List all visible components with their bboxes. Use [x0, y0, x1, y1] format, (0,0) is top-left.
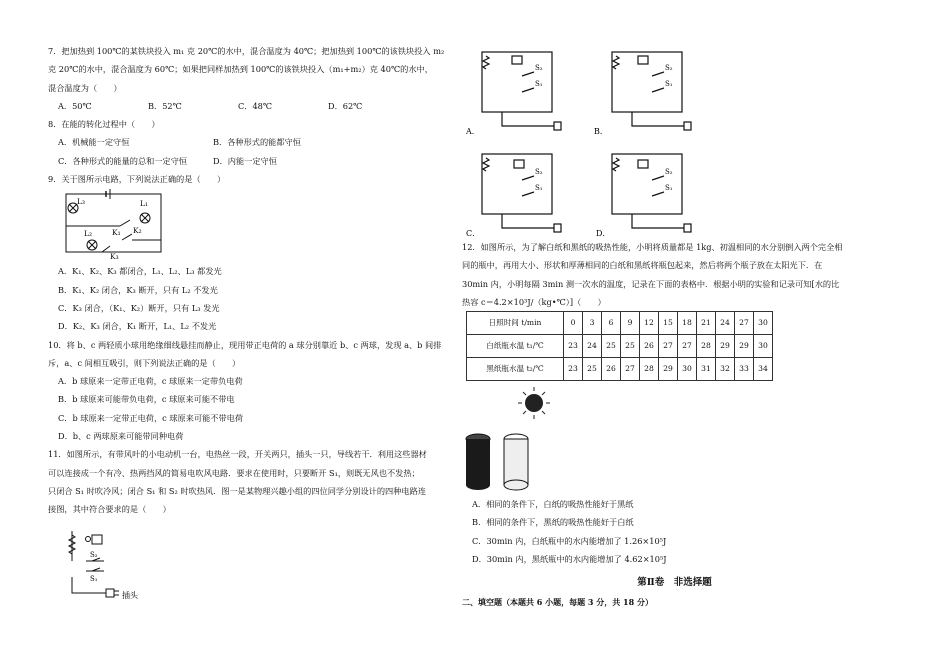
q7-option-d: D．62℃: [328, 100, 363, 111]
table-cell: 3: [583, 312, 602, 335]
table-cell: 9: [621, 312, 640, 335]
q9-option-c: C．K₃ 闭合，（K₁、K₂）断开，只有 L₃ 发光: [58, 302, 220, 313]
q7-stem-line2: 克 20℃的水中，混合温度为 60℃；如果把同样加热到 100℃的该铁块投入（m₁+m₂）克 40℃的水中，: [48, 64, 433, 75]
q10-option-d: D．b、c 两球原来可能带同种电荷: [58, 431, 184, 442]
q7-option-a: A．50℃: [58, 100, 92, 111]
table-cell: 31: [697, 358, 716, 381]
q12-stem-line3: 30min 内，小明每隔 3min 测一次水的温度，记录在下面的表格中．根据小明的实验和记录可知[水的比: [462, 278, 840, 289]
q11-component-figure: [64, 525, 453, 605]
table-cell: 0: [564, 312, 583, 335]
q12-temperature-table: [466, 311, 773, 381]
q11-stem-line1: 11．如图所示，有带风叶的小电动机一台，电热丝一段，开关两只，插头一只，导线若干．利用这些器材: [48, 449, 427, 460]
svg-text:S₁: S₁: [665, 184, 673, 192]
table-cell: 32: [716, 358, 735, 381]
table-cell: 33: [735, 358, 754, 381]
q11-label-plug: 插头: [122, 590, 138, 600]
table-cell: 27: [678, 335, 697, 358]
q11-stem-line2: 可以连接成一个有冷、热两挡风的简易电吹风电路．要求在使用时，只要断开 S₁，则既无风也不发热；: [48, 467, 420, 478]
table-header-time: 日照时间 t/min: [467, 312, 564, 335]
q10-option-c: C．b 球原来一定带正电荷，c 球原来可能不带电荷: [58, 412, 244, 423]
table-cell: 24: [583, 335, 602, 358]
table-cell: 25: [583, 358, 602, 381]
q9-option-b: B．K₁、K₂ 闭合，K₃ 断开，只有 L₂ 不发光: [58, 284, 218, 295]
svg-text:S₁: S₁: [665, 80, 673, 88]
table-cell: 15: [659, 312, 678, 335]
q9-label-k1: K₁: [112, 228, 121, 238]
table-cell: 29: [716, 335, 735, 358]
q12-bottles-figure: [462, 381, 887, 495]
q8-option-d: D．内能一定守恒: [213, 155, 277, 166]
q9-label-l2: L₂: [84, 229, 92, 239]
svg-text:S₁: S₁: [535, 184, 543, 192]
table-row: [467, 335, 773, 358]
q9-label-k2: K₂: [133, 226, 142, 236]
q8-options-row2: [58, 152, 453, 170]
q9-option-d: D．K₂、K₃ 闭合，K₁ 断开，L₁、L₂ 不发光: [58, 321, 217, 332]
table-cell: 30: [754, 312, 773, 335]
table-cell: 21: [697, 312, 716, 335]
right-column: [462, 42, 887, 611]
q7-option-c: C．48℃: [238, 100, 273, 111]
q11-components-diagram: [64, 525, 184, 605]
table-cell: 28: [697, 335, 716, 358]
q7-options: [58, 97, 453, 115]
q9-circuit-diagram: [60, 188, 170, 260]
svg-text:S₁: S₁: [535, 80, 543, 88]
left-column: [48, 42, 453, 605]
q11-four-circuits: [462, 42, 762, 238]
black-paper-bottle: [466, 434, 490, 490]
q9-label-k3: K₃: [110, 252, 119, 261]
table-cell: 27: [659, 335, 678, 358]
sun-icon: [518, 387, 550, 419]
q7-stem-line1: 7．把加热到 100℃的某铁块投入 m₁ 克 20℃的水中，混合温度为 40℃；把加热到 100℃的该铁块投入 m₂: [48, 46, 445, 56]
q11-option-a-label: A．: [466, 127, 480, 136]
q12-option-a: A．相同的条件下，白纸的吸热性能好于黑纸: [472, 499, 634, 510]
table-header-white: 白纸瓶水温 t₁/℃: [467, 335, 564, 358]
white-paper-bottle: [504, 434, 528, 490]
table-cell: 26: [640, 335, 659, 358]
table-cell: 28: [640, 358, 659, 381]
table-cell: 18: [678, 312, 697, 335]
q8-option-c: C．各种形式的能量的总和一定守恒: [58, 155, 188, 166]
q12-option-d: D．30min 内，黑纸瓶中的水内能增加了 4.62×10⁵J: [472, 554, 667, 565]
table-cell: 34: [754, 358, 773, 381]
table-row: [467, 358, 773, 381]
table-cell: 27: [621, 358, 640, 381]
svg-text:S₂: S₂: [665, 168, 673, 176]
q11-label-s2: S₂: [90, 550, 98, 559]
q11-stem-line3: 只闭合 S₁ 时吹冷风；闭合 S₁ 和 S₂ 时吹热风．图一是某物理兴趣小组的四位同学分别设计的四种电路连: [48, 485, 426, 496]
table-cell: 6: [602, 312, 621, 335]
table-cell: 25: [602, 335, 621, 358]
q12-stem-line1: 12．如图所示，为了解白纸和黑纸的吸热性能，小明将质量都是 1kg、初温相同的水分别倒入两个完全相: [462, 242, 843, 252]
q11-option-d-label: D．: [596, 229, 611, 238]
q8-option-a: A．机械能一定守恒: [58, 137, 130, 148]
part2-title: 第Ⅱ卷 非选择题: [637, 577, 712, 589]
q12-stem-line4: 热容 c＝4.2×10³J/（kg•℃）]（ ）: [462, 296, 606, 307]
q12-option-c: C．30min 内，白纸瓶中的水内能增加了 1.26×10⁵J: [472, 535, 667, 546]
q10-option-b: B．b 球原来可能带负电荷，c 球原来可能不带电: [58, 394, 235, 405]
table-row: [467, 312, 773, 335]
q11-stem-line4: 接图，其中符合要求的是（ ）: [48, 504, 171, 515]
q7-option-b: B．52℃: [148, 100, 182, 111]
table-cell: 30: [678, 358, 697, 381]
q10-option-a: A．b 球原来一定带正电荷，c 球原来一定带负电荷: [58, 376, 243, 387]
table-cell: 23: [564, 358, 583, 381]
section-heading: 二、填空题（本题共 6 小题，每题 3 分，共 18 分）: [462, 596, 653, 607]
table-cell: 12: [640, 312, 659, 335]
q12-sun-and-bottles: [462, 381, 662, 493]
table-cell: 27: [735, 312, 754, 335]
q10-stem-line2: 斥，a、c 间相互吸引，则下列说法正确的是（ ）: [48, 357, 241, 368]
q8-stem: 8．在能的转化过程中（ ）: [48, 119, 160, 130]
svg-text:S₂: S₂: [665, 64, 673, 72]
q11-label-s1: S₁: [90, 574, 98, 583]
q9-label-l1: L₁: [140, 199, 148, 209]
q7-stem-line3: 混合温度为（ ）: [48, 82, 122, 93]
q12-stem-line2: 同的瓶中，再用大小、形状和厚薄相同的白纸和黑纸将瓶包起来，然后将两个瓶子放在太阳光下．在: [462, 260, 823, 271]
table-cell: 30: [754, 335, 773, 358]
q9-circuit-figure: [60, 188, 453, 262]
q11-circuit-options: [462, 42, 887, 238]
q11-option-c-label: C．: [466, 229, 481, 238]
table-cell: 26: [602, 358, 621, 381]
q9-stem: 9．关于图所示电路，下列说法正确的是（ ）: [48, 174, 226, 185]
q9-label-l3: L₃: [77, 197, 85, 207]
q9-option-a: A．K₁、K₂、K₃ 都闭合，L₁、L₂、L₃ 都发光: [58, 266, 222, 277]
table-cell: 25: [621, 335, 640, 358]
q12-option-b: B．相同的条件下，黑纸的吸热性能好于白纸: [472, 517, 634, 528]
q8-options-row1: [58, 133, 453, 151]
svg-text:S₂: S₂: [535, 64, 543, 72]
svg-text:S₂: S₂: [535, 168, 543, 176]
table-cell: 29: [659, 358, 678, 381]
table-cell: 23: [564, 335, 583, 358]
q8-option-b: B．各种形式的能都守恒: [213, 137, 301, 148]
table-cell: 24: [716, 312, 735, 335]
q11-option-b-label: B．: [594, 127, 608, 136]
q10-stem-line1: 10．将 b、c 两轻质小球用绝缘细线悬挂而静止，现用带正电荷的 a 球分别靠近 b、c 两球，发现 a、b 间排: [48, 339, 442, 350]
table-cell: 29: [735, 335, 754, 358]
table-header-black: 黑纸瓶水温 t₂/℃: [467, 358, 564, 381]
